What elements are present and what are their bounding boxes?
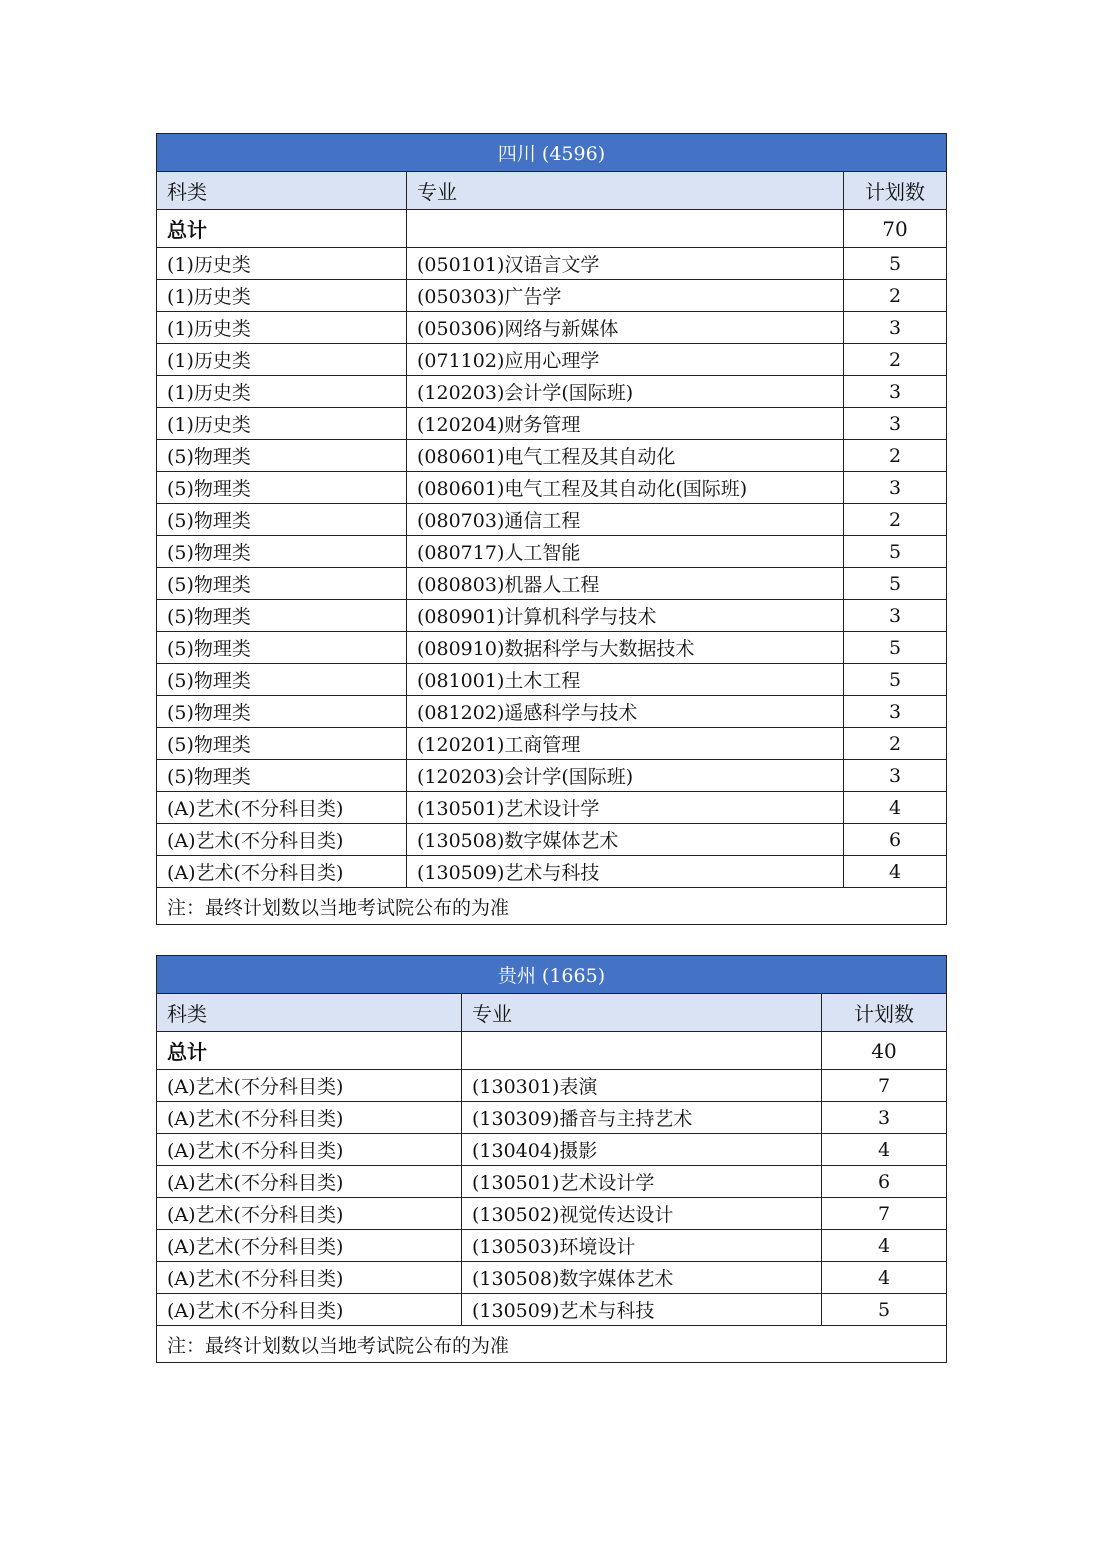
row-plan-count: 4 <box>822 1262 947 1294</box>
row-major: (120204)财务管理 <box>407 408 844 440</box>
row-category: (A)艺术(不分科目类) <box>157 1166 462 1198</box>
table-row <box>157 280 947 312</box>
table-note: 注：最终计划数以当地考试院公布的为准 <box>157 1326 947 1363</box>
total-row <box>157 1032 947 1070</box>
table-row <box>157 536 947 568</box>
row-major: (071102)应用心理学 <box>407 344 844 376</box>
row-plan-count: 3 <box>844 696 947 728</box>
row-plan-count: 6 <box>822 1166 947 1198</box>
row-category: (1)历史类 <box>157 312 407 344</box>
row-category: (A)艺术(不分科目类) <box>157 792 407 824</box>
table-body <box>157 134 947 925</box>
plan-table-sichuan <box>156 133 947 925</box>
row-category: (A)艺术(不分科目类) <box>157 824 407 856</box>
row-category: (5)物理类 <box>157 696 407 728</box>
row-plan-count: 5 <box>844 568 947 600</box>
row-major: (120203)会计学(国际班) <box>407 376 844 408</box>
row-plan-count: 2 <box>844 728 947 760</box>
row-plan-count: 5 <box>844 536 947 568</box>
row-category: (5)物理类 <box>157 440 407 472</box>
row-plan-count: 4 <box>844 792 947 824</box>
row-plan-count: 3 <box>844 312 947 344</box>
note-row <box>157 888 947 925</box>
total-row <box>157 210 947 248</box>
row-category: (5)物理类 <box>157 568 407 600</box>
row-major: (080601)电气工程及其自动化(国际班) <box>407 472 844 504</box>
row-category: (5)物理类 <box>157 632 407 664</box>
total-value: 70 <box>844 210 947 248</box>
table-title-row <box>157 956 947 994</box>
row-plan-count: 5 <box>844 632 947 664</box>
table-row <box>157 1166 947 1198</box>
row-category: (5)物理类 <box>157 664 407 696</box>
table-row <box>157 824 947 856</box>
row-major: (130404)摄影 <box>462 1134 822 1166</box>
row-major: (130502)视觉传达设计 <box>462 1198 822 1230</box>
row-category: (5)物理类 <box>157 760 407 792</box>
row-category: (5)物理类 <box>157 504 407 536</box>
row-plan-count: 3 <box>844 472 947 504</box>
table-row <box>157 760 947 792</box>
header-plan-count: 计划数 <box>844 172 947 210</box>
table-row <box>157 728 947 760</box>
table-header-row <box>157 994 947 1032</box>
table-row <box>157 504 947 536</box>
table-row <box>157 408 947 440</box>
table-row <box>157 1294 947 1326</box>
row-plan-count: 3 <box>844 600 947 632</box>
table-row <box>157 472 947 504</box>
row-plan-count: 2 <box>844 504 947 536</box>
row-major: (130309)播音与主持艺术 <box>462 1102 822 1134</box>
table-row <box>157 600 947 632</box>
row-major: (130301)表演 <box>462 1070 822 1102</box>
row-major: (081001)土木工程 <box>407 664 844 696</box>
table-row <box>157 568 947 600</box>
row-major: (050303)广告学 <box>407 280 844 312</box>
header-major: 专业 <box>462 994 822 1032</box>
row-category: (A)艺术(不分科目类) <box>157 1134 462 1166</box>
table-row <box>157 696 947 728</box>
row-category: (1)历史类 <box>157 376 407 408</box>
row-category: (A)艺术(不分科目类) <box>157 856 407 888</box>
table-header-row <box>157 172 947 210</box>
row-category: (A)艺术(不分科目类) <box>157 1262 462 1294</box>
table-row <box>157 856 947 888</box>
row-major: (050306)网络与新媒体 <box>407 312 844 344</box>
row-plan-count: 3 <box>844 408 947 440</box>
table-title-row <box>157 134 947 172</box>
row-category: (A)艺术(不分科目类) <box>157 1294 462 1326</box>
row-major: (120201)工商管理 <box>407 728 844 760</box>
header-category: 科类 <box>157 172 407 210</box>
row-major: (080901)计算机科学与技术 <box>407 600 844 632</box>
row-major: (080803)机器人工程 <box>407 568 844 600</box>
table-row <box>157 1070 947 1102</box>
row-plan-count: 5 <box>822 1294 947 1326</box>
table-row <box>157 1198 947 1230</box>
table-row <box>157 440 947 472</box>
total-empty-cell <box>407 210 844 248</box>
row-plan-count: 7 <box>822 1070 947 1102</box>
row-plan-count: 4 <box>822 1134 947 1166</box>
row-plan-count: 7 <box>822 1198 947 1230</box>
table-row <box>157 1134 947 1166</box>
row-plan-count: 3 <box>822 1102 947 1134</box>
row-plan-count: 5 <box>844 664 947 696</box>
table-row <box>157 344 947 376</box>
plan-table-guizhou <box>156 955 947 1363</box>
table-row <box>157 792 947 824</box>
table-row <box>157 1230 947 1262</box>
table-note: 注：最终计划数以当地考试院公布的为准 <box>157 888 947 925</box>
total-value: 40 <box>822 1032 947 1070</box>
row-major: (080703)通信工程 <box>407 504 844 536</box>
row-plan-count: 3 <box>844 376 947 408</box>
row-plan-count: 4 <box>822 1230 947 1262</box>
row-major: (120203)会计学(国际班) <box>407 760 844 792</box>
table-row <box>157 1102 947 1134</box>
row-major: (130509)艺术与科技 <box>462 1294 822 1326</box>
table-row <box>157 312 947 344</box>
row-plan-count: 2 <box>844 280 947 312</box>
row-major: (130509)艺术与科技 <box>407 856 844 888</box>
table-row <box>157 1262 947 1294</box>
row-category: (1)历史类 <box>157 280 407 312</box>
row-major: (080717)人工智能 <box>407 536 844 568</box>
row-major: (130503)环境设计 <box>462 1230 822 1262</box>
table-title: 四川 (4596) <box>157 134 947 172</box>
note-row <box>157 1326 947 1363</box>
table-body <box>157 956 947 1363</box>
row-category: (5)物理类 <box>157 600 407 632</box>
row-plan-count: 4 <box>844 856 947 888</box>
row-category: (A)艺术(不分科目类) <box>157 1230 462 1262</box>
table-row <box>157 376 947 408</box>
row-plan-count: 2 <box>844 440 947 472</box>
row-plan-count: 6 <box>844 824 947 856</box>
row-major: (080910)数据科学与大数据技术 <box>407 632 844 664</box>
table-row <box>157 632 947 664</box>
row-category: (A)艺术(不分科目类) <box>157 1102 462 1134</box>
table-title: 贵州 (1665) <box>157 956 947 994</box>
total-label: 总计 <box>157 1032 462 1070</box>
row-major: (130508)数字媒体艺术 <box>462 1262 822 1294</box>
row-category: (5)物理类 <box>157 536 407 568</box>
table-row <box>157 248 947 280</box>
row-category: (1)历史类 <box>157 408 407 440</box>
total-empty-cell <box>462 1032 822 1070</box>
header-major: 专业 <box>407 172 844 210</box>
row-category: (1)历史类 <box>157 248 407 280</box>
header-category: 科类 <box>157 994 462 1032</box>
row-category: (5)物理类 <box>157 472 407 504</box>
table-row <box>157 664 947 696</box>
row-major: (081202)遥感科学与技术 <box>407 696 844 728</box>
row-category: (A)艺术(不分科目类) <box>157 1070 462 1102</box>
row-major: (050101)汉语言文学 <box>407 248 844 280</box>
row-plan-count: 2 <box>844 344 947 376</box>
row-major: (080601)电气工程及其自动化 <box>407 440 844 472</box>
row-category: (1)历史类 <box>157 344 407 376</box>
header-plan-count: 计划数 <box>822 994 947 1032</box>
row-plan-count: 3 <box>844 760 947 792</box>
row-category: (5)物理类 <box>157 728 407 760</box>
row-major: (130501)艺术设计学 <box>462 1166 822 1198</box>
row-plan-count: 5 <box>844 248 947 280</box>
total-label: 总计 <box>157 210 407 248</box>
row-major: (130501)艺术设计学 <box>407 792 844 824</box>
row-major: (130508)数字媒体艺术 <box>407 824 844 856</box>
row-category: (A)艺术(不分科目类) <box>157 1198 462 1230</box>
